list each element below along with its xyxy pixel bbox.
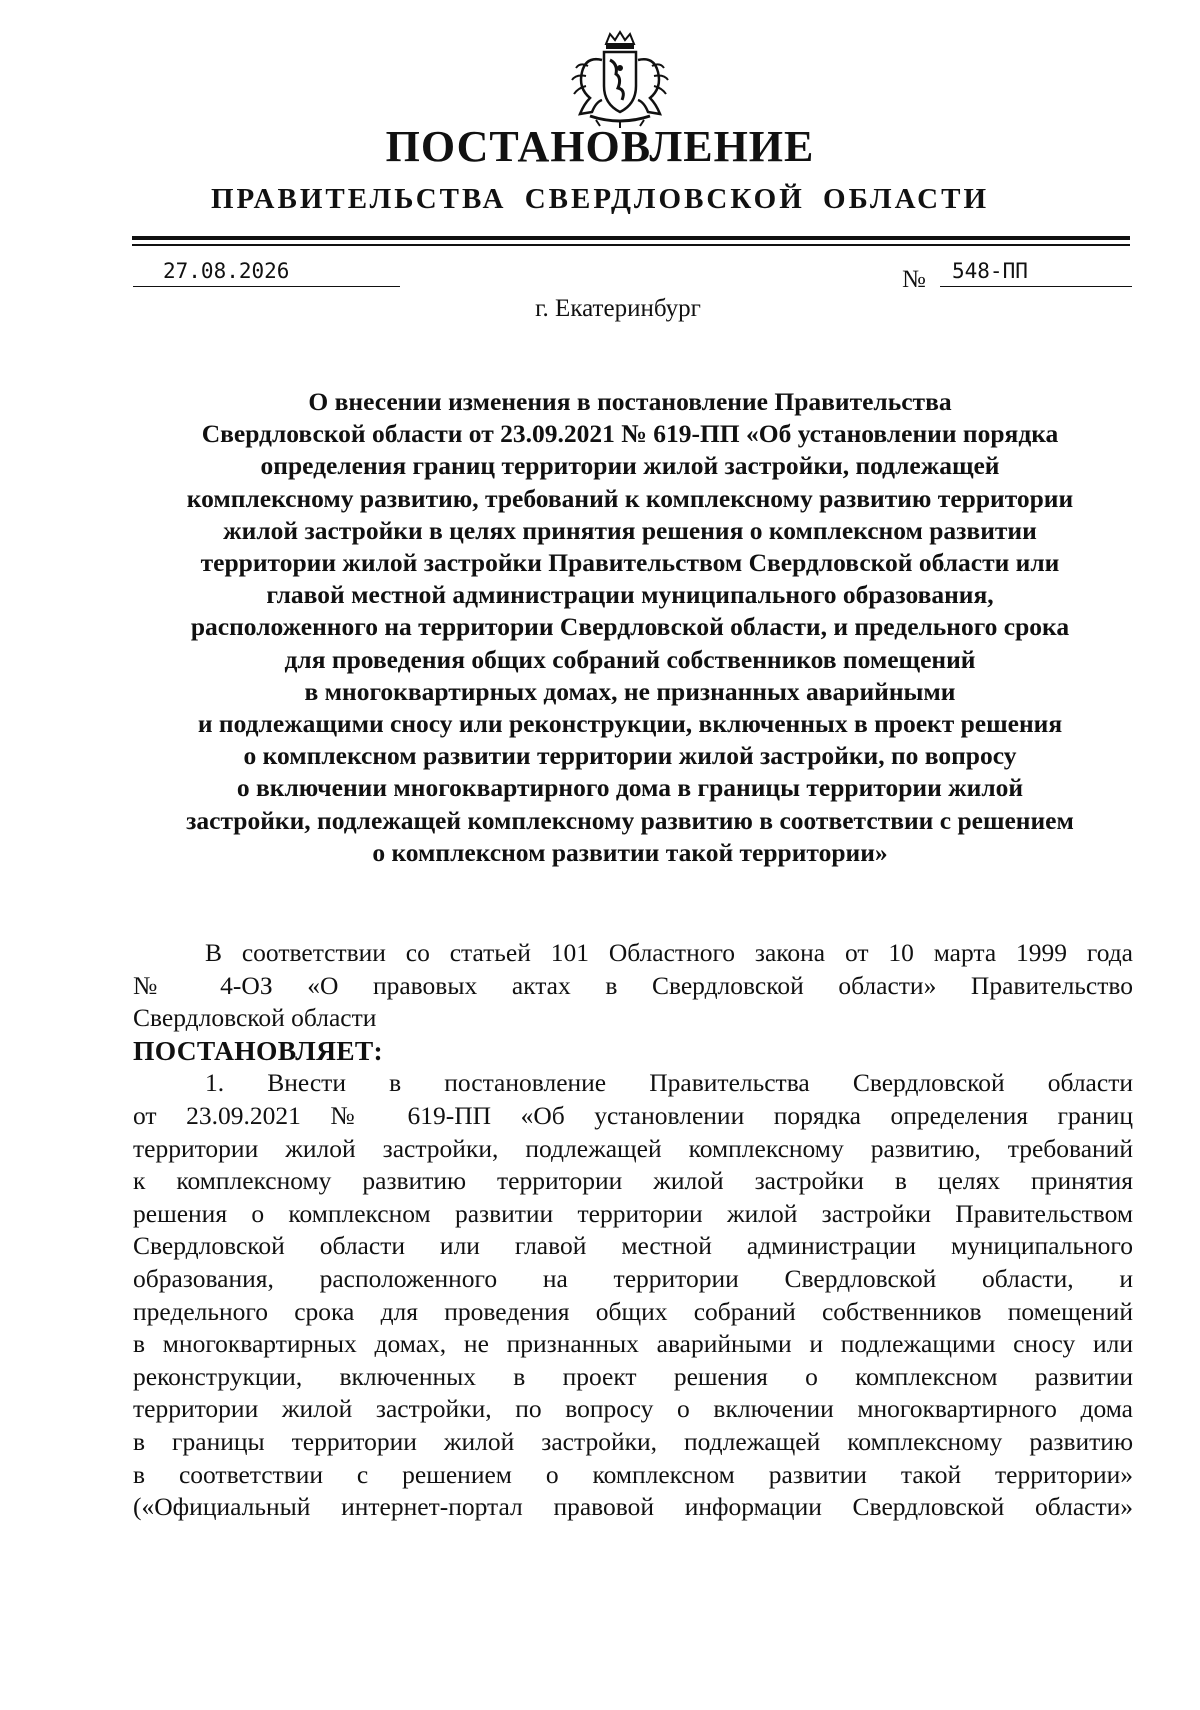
- document-title: ПОСТАНОВЛЕНИЕ: [385, 122, 815, 171]
- item-line: образования, расположенного на территории Свердловской области, и: [133, 1263, 1133, 1293]
- heading-line: определения границ территории жилой застройки, подлежащей: [260, 451, 1000, 481]
- heading-line: О внесении изменения в постановление Правительства: [308, 387, 952, 416]
- date-value: 27.08.2026: [163, 259, 290, 283]
- heading-line: о включении многоквартирного дома в границы территории жилой: [236, 773, 1024, 803]
- heading-line: о комплексном развитии такой территории»: [372, 837, 888, 867]
- item-line: в многоквартирных домах, не признанных аварийными и подлежащими сносу или: [133, 1329, 1133, 1359]
- header-divider-thin: [132, 244, 1130, 246]
- item-line: территории жилой застройки, по вопросу о включении многоквартирного дома: [133, 1394, 1133, 1424]
- preamble-line: В соответствии со статьей 101 Областного закона от 10 марта 1999 года: [205, 938, 1133, 967]
- item-line: решения о комплексном развитии территории жилой застройки Правительством: [133, 1198, 1133, 1228]
- document-body: [133, 937, 1133, 1524]
- number-value: 548-ПП: [952, 259, 1028, 283]
- preamble-line: Свердловской области: [133, 1003, 377, 1033]
- item-line: реконструкции, включенных в проект решения о комплексном развитии: [133, 1361, 1133, 1391]
- date-field: [133, 256, 400, 287]
- item-line: предельного срока для проведения общих собраний собственников помещений: [133, 1296, 1133, 1326]
- item-line: в соответствии с решением о комплексном развитии такой территории»: [133, 1459, 1133, 1489]
- heading-line: Свердловской области от 23.09.2021 № 619-ПП «Об установлении порядка: [201, 419, 1059, 449]
- item-line: территории жилой застройки, подлежащей комплексному развитию, требований: [133, 1133, 1133, 1163]
- item-line: («Официальный интернет-портал правовой информации Свердловской области»: [133, 1492, 1133, 1522]
- heading-line: расположенного на территории Свердловской области, и предельного срока: [190, 612, 1070, 642]
- item-line: к комплексному развитию территории жилой застройки в целях принятия: [133, 1166, 1133, 1196]
- city-line: г. Екатеринбург: [535, 295, 701, 322]
- heading-line: о комплексном развитии территории жилой застройки, по вопросу: [243, 741, 1017, 771]
- preamble-line: № 4-ОЗ «О правовых актах в Свердловской области» Правительство: [133, 970, 1133, 1000]
- heading-line: и подлежащими сносу или реконструкции, включенных в проект решения: [197, 709, 1063, 739]
- number-field: [940, 256, 1132, 287]
- heading-line: главой местной администрации муниципального образования,: [266, 580, 994, 610]
- item-line: от 23.09.2021 № 619-ПП «Об установлении порядка определения границ: [133, 1100, 1133, 1130]
- heading-line: в многоквартирных домах, не признанных аварийными: [304, 676, 956, 706]
- heading-line: жилой застройки в целях принятия решения о комплексном развитии: [223, 515, 1037, 545]
- document-subtitle: ПРАВИТЕЛЬСТВА СВЕРДЛОВСКОЙ ОБЛАСТИ: [210, 183, 990, 215]
- document-heading: [120, 386, 1140, 869]
- heading-line: для проведения общих собраний собственников помещений: [284, 644, 976, 674]
- heading-line: территории жилой застройки Правительством Свердловской области или: [200, 548, 1060, 578]
- item-line: Свердловской области или главой местной администрации муниципального: [133, 1231, 1133, 1261]
- header-divider-thick: [132, 236, 1130, 240]
- number-label: №: [902, 266, 926, 293]
- item-line: 1. Внести в постановление Правительства Свердловской области: [205, 1068, 1133, 1098]
- item-line: в границы территории жилой застройки, подлежащей комплексному развитию: [133, 1426, 1133, 1456]
- decree-word: ПОСТАНОВЛЯЕТ:: [133, 1034, 383, 1066]
- heading-line: застройки, подлежащей комплексному развитию в соответствии с решением: [186, 805, 1074, 835]
- coat-of-arms-icon: [560, 30, 680, 130]
- heading-line: комплексному развитию, требований к комплексному развитию территории: [186, 483, 1074, 513]
